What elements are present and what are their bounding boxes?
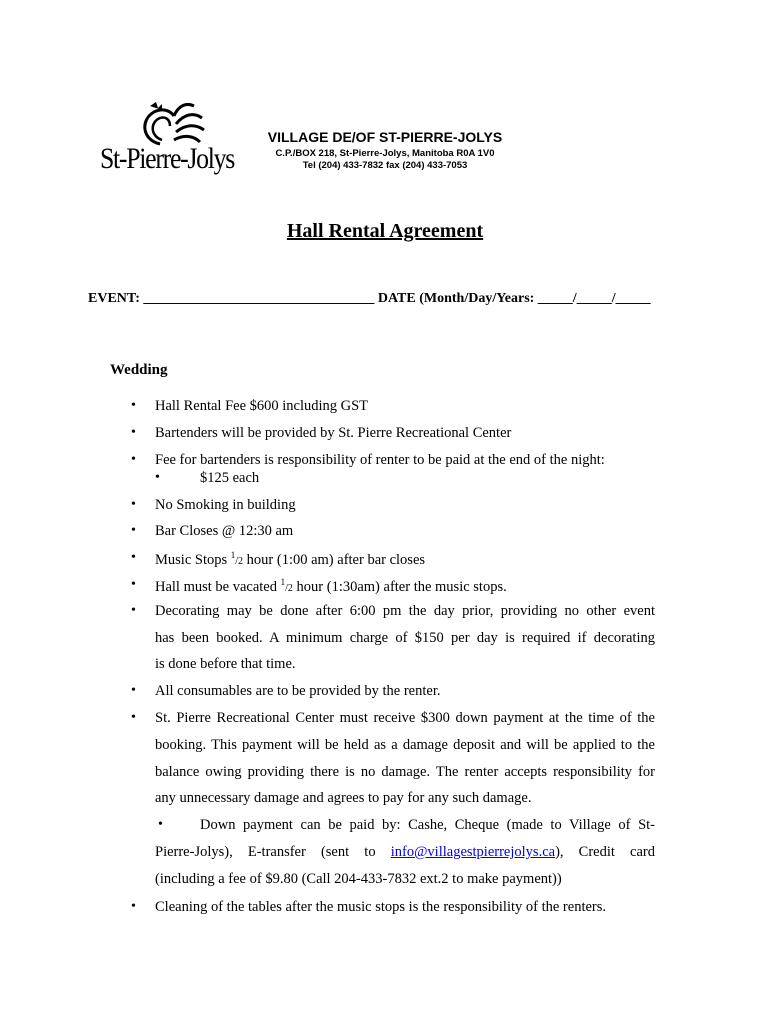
bullet: • (131, 550, 136, 565)
bullet: • (131, 603, 136, 618)
sub-bullet: • (158, 817, 163, 832)
rule-bartenders: Bartenders will be provided by St. Pierre Recreational Center (155, 425, 512, 441)
rule-decorating-line-2: has been booked. A minimum charge of $150 per day is required if decorating (155, 630, 655, 646)
bullet: • (131, 523, 136, 538)
payment-methods-line-2: Pierre-Jolys), E-transfer (sent to info@villagestpierrejolys.ca), Credit card (155, 844, 655, 860)
rule-music-stops: Music Stops $^1$/2 hour (1:00 am) after bar closes (155, 550, 426, 568)
sub-bullet: • (155, 470, 160, 485)
payment-methods-line-1: Down payment can be paid by: Cashe, Cheque (made to Village of St- (200, 817, 655, 833)
rule-down-payment-line-4: any unnecessary damage and agrees to pay for any such damage. (155, 790, 532, 806)
email-link[interactable]: info@villagestpierrejolys.ca (390, 844, 556, 860)
rule-consumables: All consumables are to be provided by the renter. (155, 683, 441, 699)
bullet: • (131, 683, 136, 698)
section-heading: Wedding (110, 362, 168, 378)
event-date-line: EVENT: _________________________________ DATE (Month/Day/Years: _____/_____/_____ (88, 291, 651, 306)
bullet: • (131, 452, 136, 467)
rule-down-payment-line-2: booking. This payment will be held as a damage deposit and will be applied to the (155, 737, 655, 753)
payment-methods-line-3: (including a fee of $9.80 (Call 204-433-7832 ext.2 to make payment)) (155, 871, 562, 887)
village-name: VILLAGE DE/OF ST-PIERRE-JOLYS (267, 129, 503, 145)
bullet: • (131, 425, 136, 440)
rule-bartender-each: $125 each (200, 470, 260, 486)
logo-wordmark: St-Pierre-Jolys (100, 142, 235, 175)
bullet: • (131, 398, 136, 413)
rule-decorating-line-1: Decorating may be done after 6:00 pm the day prior, providing no other event (155, 603, 655, 619)
bullet: • (131, 899, 136, 914)
bullet: • (131, 577, 136, 592)
rule-smoking: No Smoking in building (155, 497, 296, 513)
village-phone: Tel (204) 433-7832 fax (204) 433-7053 (302, 160, 468, 171)
rule-cleaning: Cleaning of the tables after the music stops is the responsibility of the renters. (155, 899, 607, 915)
village-address: C.P./BOX 218, St-Pierre-Jolys, Manitoba R0A 1V0 (275, 148, 495, 159)
rule-bar-closes: Bar Closes @ 12:30 am (155, 523, 294, 539)
rule-fee: Hall Rental Fee $600 including GST (155, 398, 369, 414)
rule-down-payment-line-1: St. Pierre Recreational Center must receive $300 down payment at the time of the (155, 710, 655, 726)
rule-vacate: Hall must be vacated $^1$/2 hour (1:30am) after the music stops. (155, 577, 507, 595)
rule-bartender-fee: Fee for bartenders is responsibility of renter to be paid at the end of the night: (155, 452, 605, 468)
bullet: • (131, 497, 136, 512)
rule-down-payment-line-3: balance owing providing there is no damage. The renter accepts responsibility for (155, 764, 655, 780)
document-title: Hall Rental Agreement (286, 220, 484, 242)
rule-decorating-line-3: is done before that time. (155, 656, 296, 672)
bullet: • (131, 710, 136, 725)
